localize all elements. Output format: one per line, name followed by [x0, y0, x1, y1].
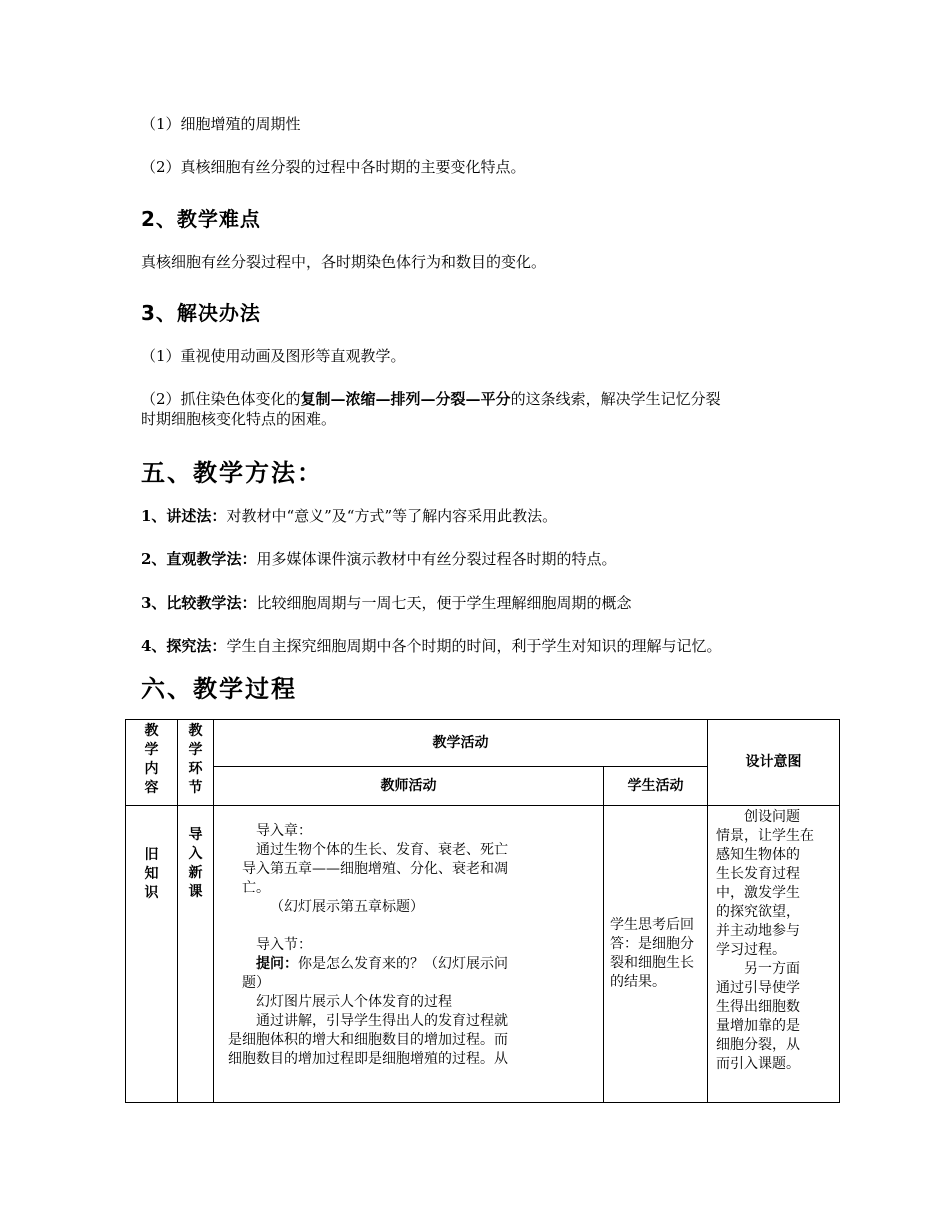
method-item: 2、直观教学法：用多媒体课件演示教材中有丝分裂过程各时期的特点。: [141, 550, 617, 568]
lesson-table: [125, 719, 840, 1103]
header-stage: 教 学 环 节: [178, 720, 214, 806]
difficulty-heading: 2、教学难点: [141, 207, 261, 231]
row-stage: 导 入 新 课: [178, 806, 214, 1103]
header-content: 教 学 内 容: [126, 720, 178, 806]
solution-key-chain: 复制—浓缩—排列—分裂—平分: [300, 390, 511, 408]
methods-heading: 五、教学方法：: [141, 459, 323, 487]
method-item: 3、比较教学法：比较细胞周期与一周七天，便于学生理解细胞周期的概念: [141, 594, 632, 612]
question-label: 提问：: [256, 956, 298, 972]
student-activity: 学生思考后回答：是细胞分裂和细胞生长的结果。: [604, 806, 708, 1103]
row-content: 旧 知 识: [126, 806, 178, 1103]
process-heading: 六、教学过程: [141, 675, 297, 703]
solution-item-2: （2）抓住染色体变化的复制—浓缩—排列—分裂—平分的这条线索，解决学生记忆分裂: [141, 390, 721, 408]
solution-item-1: （1）重视使用动画及图形等直观教学。: [141, 347, 406, 365]
key-point-1: （1）细胞增殖的周期性: [141, 115, 301, 133]
header-activity: 教学活动: [214, 720, 708, 767]
key-point-2: （2）真核细胞有丝分裂的过程中各时期的主要变化特点。: [141, 158, 526, 176]
difficulty-text: 真核细胞有丝分裂过程中，各时期染色体行为和数目的变化。: [141, 253, 547, 271]
solution-heading: 3、解决办法: [141, 301, 261, 325]
method-item: 4、探究法：学生自主探究细胞周期中各个时期的时间，利于学生对知识的理解与记忆。: [141, 637, 722, 655]
header-student: 学生活动: [604, 767, 708, 806]
teacher-activity: 导入章： 通过生物个体的生长、发育、衰老、死亡 导入第五章——细胞增殖、分化、衰老和凋 亡。 （幻灯展示第五章标题） 导入节： 提问：你是怎么发育来的？（幻灯展示问 题） 幻灯图片展示人个体发育的过程 通过讲解，引导学生得出人的发育过程就 是细胞体积的增大和细胞数目的增加过程。而 细胞数目的增加过程即是细胞增殖的过程。从: [214, 806, 604, 1103]
solution-item-2-cont: 时期细胞核变化特点的困难。: [141, 410, 337, 428]
header-design: 设计意图: [708, 720, 840, 806]
method-item: 1、讲述法：对教材中“意义”及“方式”等了解内容采用此教法。: [141, 507, 558, 525]
header-teacher: 教师活动: [214, 767, 604, 806]
design-intent: 创设问题 情景，让学生在 感知生物体的 生长发育过程 中，激发学生 的探究欲望， 并主动地参与 学习过程。 另一方面 通过引导使学 生得出细胞数 量增加靠的是 细胞分裂，从 而引入课题。: [708, 806, 840, 1103]
